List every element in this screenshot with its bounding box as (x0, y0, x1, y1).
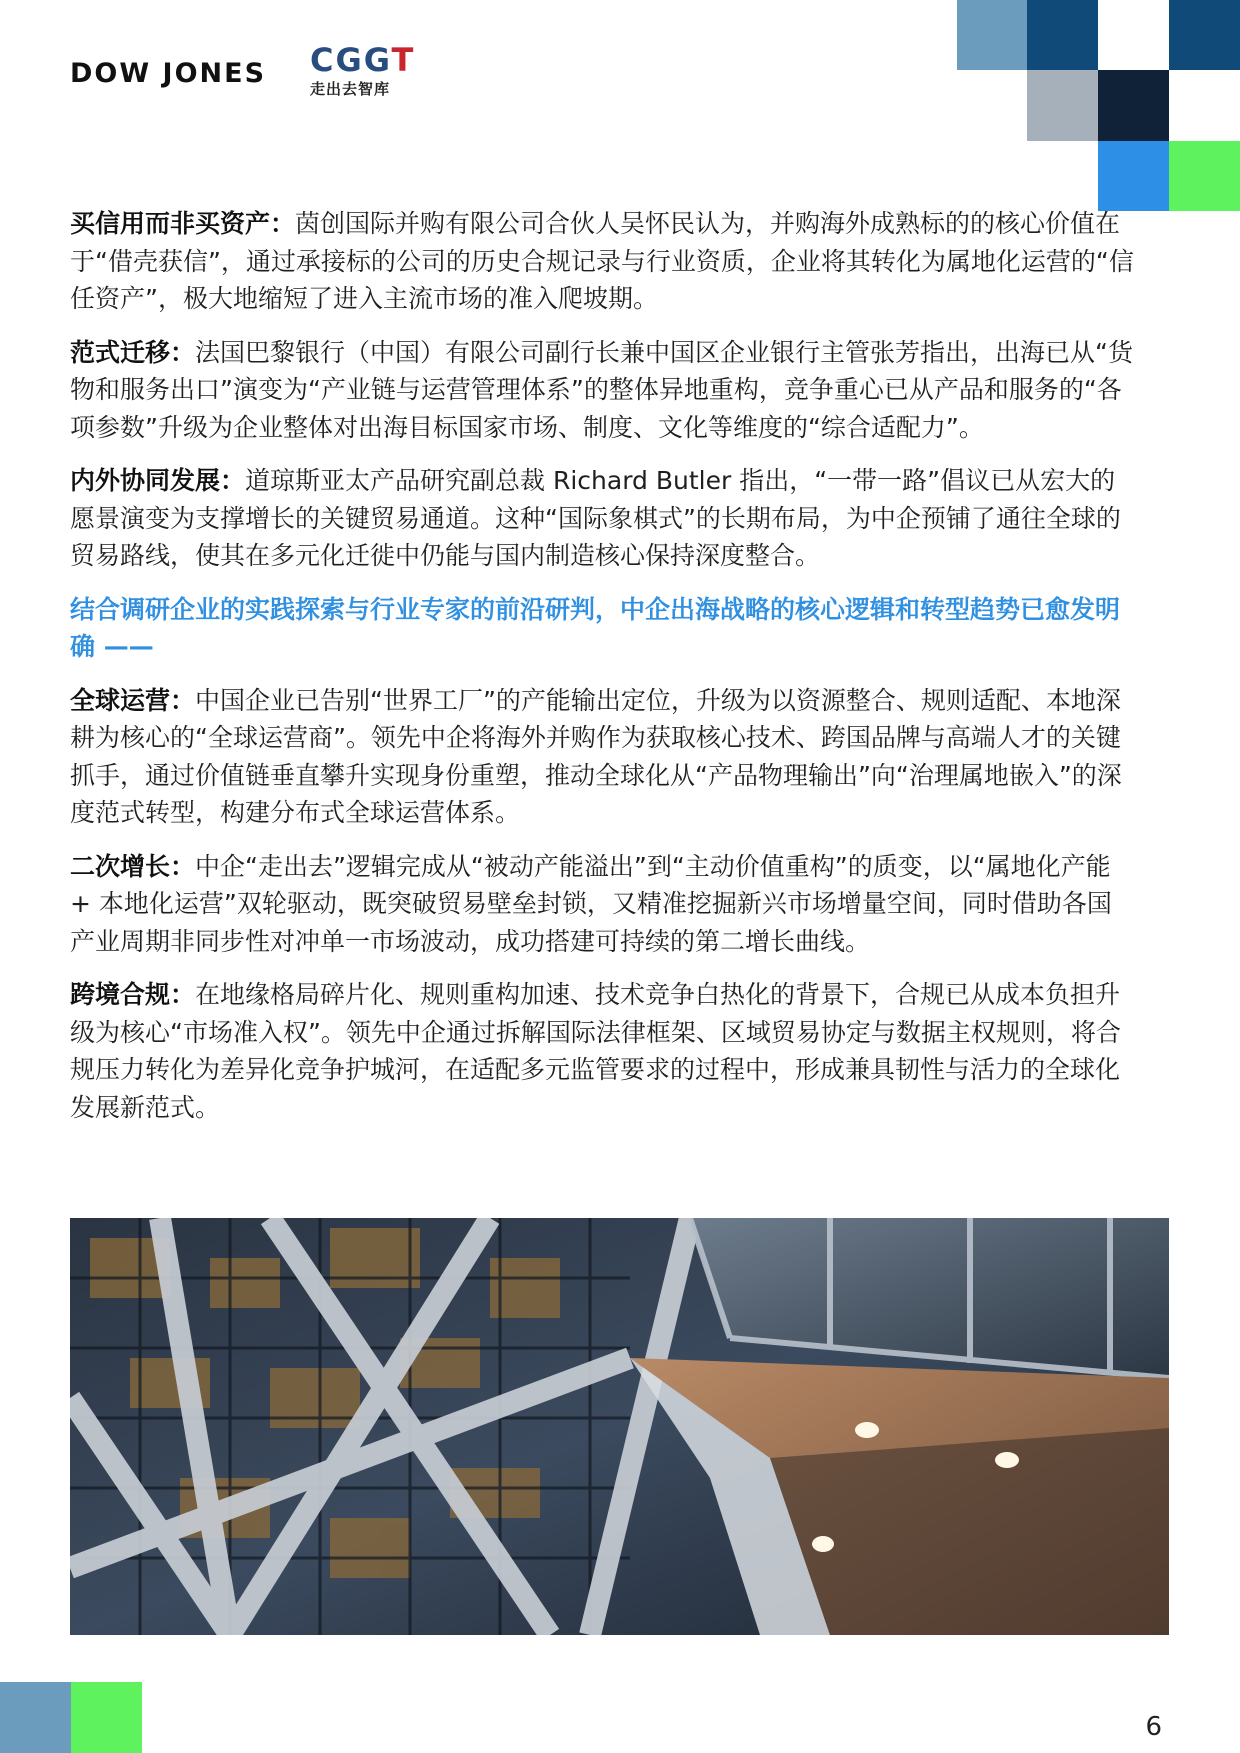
trend-second-growth (70, 848, 1135, 961)
decor-square (1098, 141, 1169, 211)
cggt-logo-letters: CGGT (310, 41, 416, 79)
dow-jones-logo: DOW JONES (70, 58, 267, 89)
decor-square (1169, 0, 1240, 70)
paragraph-text: 中国企业已告别“世界工厂”的产能输出定位，升级为以资源整合、规则适配、本地深耕为核心的“全球运营商”。领先中企将海外并购作为获取核心技术、跨国品牌与高端人才的关键抓手，通过价值链垂直攀升实现身份重塑，推动全球化从“产品物理输出”向“治理属地嵌入”的深度范式转型，构建分布式全球运营体系。 (70, 685, 1122, 827)
paragraph-buy-credit (70, 205, 1135, 318)
decor-square (1169, 141, 1240, 211)
decor-square (0, 1682, 71, 1753)
paragraph-lead: 全球运营： (70, 685, 196, 715)
highlight-summary: 结合调研企业的实践探索与行业专家的前沿研判，中企出海战略的核心逻辑和转型趋势已愈发明确 —— (70, 594, 1121, 661)
cggt-logo (310, 41, 420, 99)
trend-cross-border-compliance (70, 976, 1135, 1126)
decor-square (1098, 70, 1169, 141)
paragraph-lead: 买信用而非买资产： (70, 209, 296, 238)
paragraph-text: 在地缘格局碎片化、规则重构加速、技术竞争白热化的背景下，合规已从成本负担升级为核心“市场准入权”。领先中企通过拆解国际法律框架、区域贸易协定与数据主权规则，将合规压力转化为差异化竞争护城河，在适配多元监管要求的过程中，形成兼具韧性与活力的全球化发展新范式。 (70, 980, 1121, 1122)
paragraph-paradigm-shift (70, 334, 1135, 447)
paragraph-text: 茵创国际并购有限公司合伙人吴怀民认为，并购海外成熟标的的核心价值在于“借壳获信”，通过承接标的公司的历史合规记录与行业资质，企业将其转化为属地化运营的“信任资产”，极大地缩短了进入主流市场的准入爬坡期。 (70, 209, 1134, 313)
architecture-photo-illustration (70, 1218, 1169, 1635)
paragraph-text: 中企“走出去”逻辑完成从“被动产能溢出”到“主动价值重构”的质变，以“属地化产能 + 本地化运营”双轮驱动，既突破贸易壁垒封锁，又精准挖掘新兴市场增量空间，同时借助各国产业周期非同步性对冲单一市场波动，成功搭建可持续的第二增长曲线。 (70, 851, 1112, 956)
main-content (70, 205, 1135, 1142)
decor-square (71, 1682, 142, 1753)
cggt-logo-subtitle: 走出去智库 (310, 80, 391, 98)
paragraph-lead: 二次增长： (70, 851, 196, 881)
paragraph-coordination (70, 462, 1135, 575)
page-number: 6 (1145, 1712, 1162, 1742)
trend-global-operations (70, 682, 1135, 832)
paragraph-lead: 范式迁移： (70, 337, 196, 367)
decor-square (1027, 0, 1098, 70)
paragraph-text: 道琼斯亚太产品研究副总裁 Richard Butler 指出，“一带一路”倡议已从宏大的愿景演变为支撑增长的关键贸易通道。这种“国际象棋式”的长期布局，为中企预铺了通往全球的贸易路线，使其在多元化迁徙中仍能与国内制造核心保持深度整合。 (70, 466, 1121, 570)
decor-square (957, 0, 1027, 70)
paragraph-text: 法国巴黎银行（中国）有限公司副行长兼中国区企业银行主管张芳指出，出海已从“货物和服务出口”演变为“产业链与运营管理体系”的整体异地重构，竞争重心已从产品和服务的“各项参数”升级为企业整体对出海目标国家市场、制度、文化等维度的“综合适配力”。 (70, 337, 1133, 442)
decor-square (1027, 70, 1098, 141)
architecture-photo (70, 1218, 1169, 1635)
paragraph-lead: 跨境合规： (70, 980, 196, 1009)
paragraph-lead: 内外协同发展： (70, 466, 246, 495)
